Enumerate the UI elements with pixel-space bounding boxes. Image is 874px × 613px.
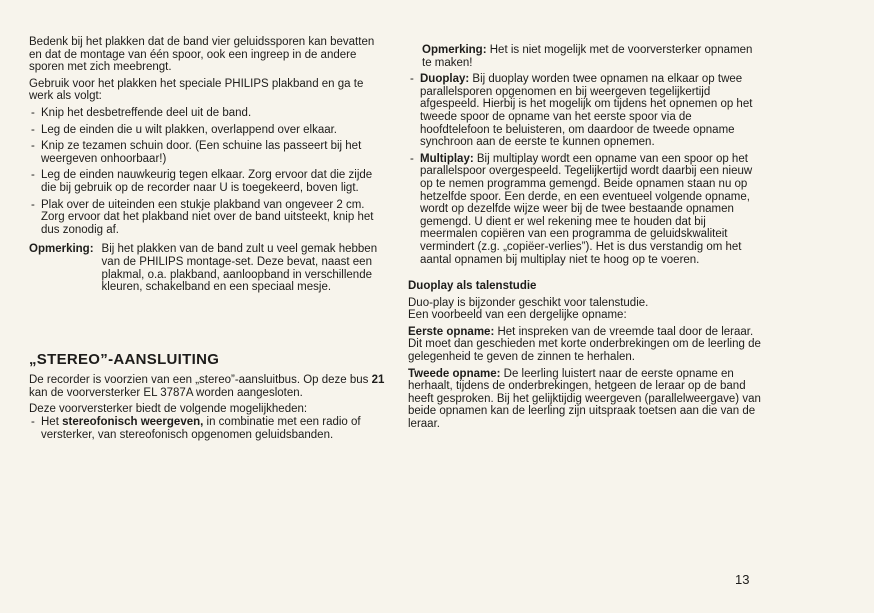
step-item: - Plak over de uiteinden een stukje plakband van ongeveer 2 cm. Zorg ervoor dat het plakband niet over de band uitsteekt, knip het dus zonodig af. (29, 199, 385, 237)
duoplay-text: Bij duoplay worden twee opnamen na elkaar op twee parallelsporen opgenomen en bij weergeven tegelijkertijd afgespeeld. Hierbij is het mogelijk om tijdens het opnemen op het tweede spoor de opname van het eerste spoor via de hoofdtelefoon te beluisteren, om daardoor de tweede opname synchroon aan de eerste te kunnen opnemen. (420, 73, 753, 149)
first-recording-text: Het inspreken van de vreemde taal door de leraar. Dit moet dan geschieden met korte onderbrekingen om de leerling de gelegenheid te geven de zinnen te herhalen. (408, 325, 761, 364)
page-number: 13 (735, 572, 750, 587)
multiplay-item (408, 153, 764, 266)
second-recording-label: Tweede opname: (408, 367, 501, 380)
duoplay-item (408, 73, 764, 149)
stereo-bullet-bold: stereofonisch weergeven, (62, 416, 204, 429)
study-example-intro: Een voorbeeld van een dergelijke opname: (408, 309, 627, 322)
left-column (29, 36, 385, 441)
stereo-text: De recorder is voorzien van een „stereo”-aansluitbus. Op deze bus (29, 374, 372, 387)
stereo-options-intro: Deze voorversterker biedt de volgende mogelijkheden: (29, 403, 308, 416)
note-text: Het is niet mogelijk met de voorversterker opnamen te maken! (422, 44, 753, 69)
stereo-bullet-text: in combinatie met een radio of versterker, van stereofonisch opgenomen geluidsbanden. (41, 416, 361, 441)
intro-paragraph: Bedenk bij het plakken dat de band vier geluidssporen kan bevatten en dat de montage van één spoor, ook een ingreep in de andere sporen met zich meebrengt. (29, 36, 375, 74)
second-recording-text: De leerling luistert naar de eerste opname en herhaalt, tijdens de onderbrekingen, hetgeen de leraar op de band heeft gesproken. Bij het gelijktijdig weergeven (parallelweergave) van beide opnamen kan de leerling zijn uitspraak toetsen aan die van de leraar. (408, 367, 761, 431)
stereo-bullet (29, 416, 385, 441)
multiplay-label: Multiplay: (420, 152, 474, 165)
stereo-bullet-text: Het (41, 416, 63, 429)
study-paragraph: Duo-play is bijzonder geschikt voor talenstudie. (408, 296, 649, 309)
duoplay-label: Duoplay: (420, 73, 470, 86)
first-recording-label: Eerste opname: (408, 325, 495, 338)
subheading: Duoplay als talenstudie (408, 280, 537, 293)
instructions-intro: Gebruik voor het plakken het speciale PHILIPS plakband en ga te werk als volgt: (29, 77, 364, 103)
multiplay-text: Bij multiplay wordt een opname van een spoor op het parallelspoor overgespeeld. Tegelijkertijd wordt daarbij een nieuw op te nemen programma gemengd. Beide opnamen staan nu op hetzelfde spoor. Een derde, en een eventueel volgende opname, wordt op dezelfde wijze weer bij de twee bestaande opnamen gemengd. U dient er wel rekening mee te houden dat bij meermalen copiëren van een programma de geluidskwaliteit vermindert (z.g. „copiëer-verlies”). Het is dus verstandig om het aantal opnamen bij multiplay niet te hoog op te voeren. (420, 152, 753, 266)
step-item: - Knip ze tezamen schuin door. (Een schuine las passeert bij het weergeven onhoorbaar!) (29, 140, 385, 165)
note-paragraph (408, 44, 764, 69)
note-label: Opmerking: (29, 243, 94, 256)
right-column (408, 44, 764, 431)
second-recording (408, 368, 764, 431)
section-heading: „STEREO”-AANSLUITING (29, 350, 220, 368)
note-label: Opmerking: (422, 44, 487, 56)
stereo-text: kan de voorversterker EL 3787A worden aangesloten. (29, 386, 303, 399)
note-block (29, 243, 385, 293)
step-item: - Knip het desbetreffende deel uit de band. (29, 107, 385, 120)
note-text: Bij het plakken van de band zult u veel gemak hebben van de PHILIPS montage-set. Deze bevat, naast een plakmal, o.a. plakband, aanloopband in verschillende kleuren, schakelband en een speciaal mesje. (101, 243, 378, 294)
socket-number: 21 (371, 374, 385, 387)
first-recording (408, 326, 764, 364)
step-item: - Leg de einden die u wilt plakken, overlappend over elkaar. (29, 124, 385, 137)
step-item: - Leg de einden nauwkeurig tegen elkaar. Zorg ervoor dat die zijde die bij gebruik op de recorder naar U is toegekeerd, boven ligt. (29, 169, 385, 194)
stereo-paragraph (29, 374, 385, 399)
steps-list (29, 107, 385, 236)
